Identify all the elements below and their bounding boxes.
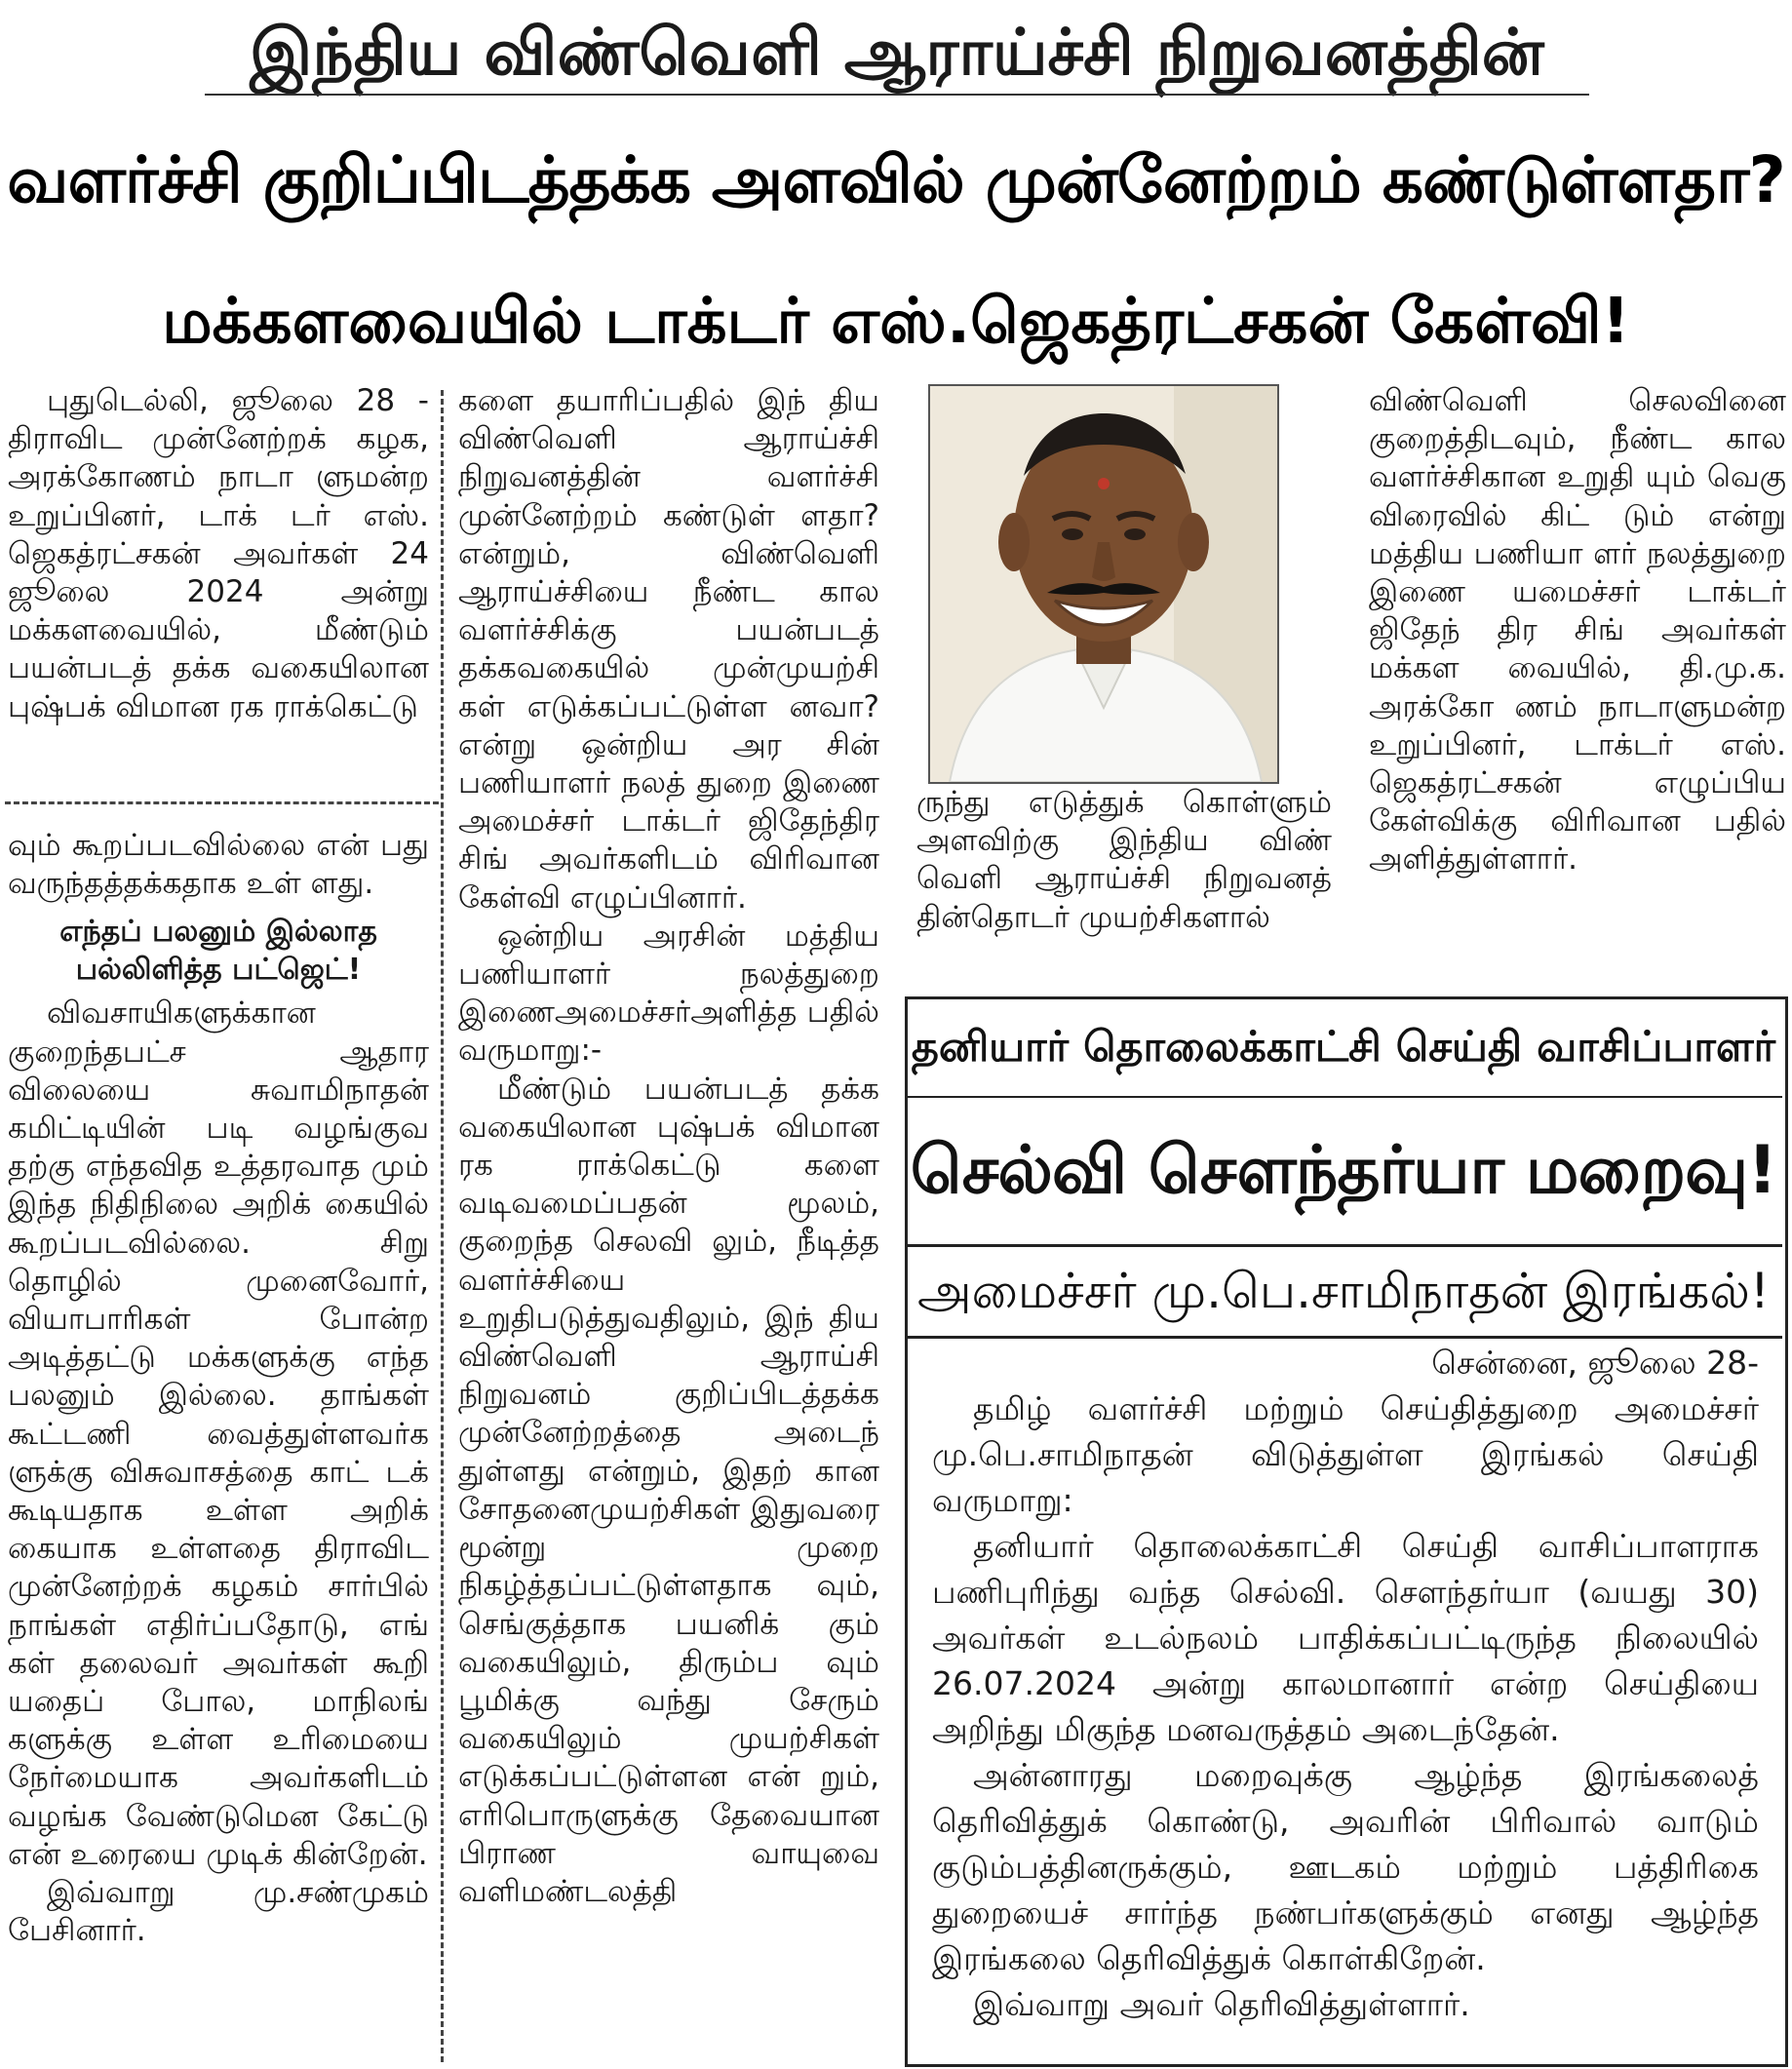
portrait-illustration: [930, 386, 1277, 782]
obituary-paragraph: தனியார் தொலைக்காட்சி செய்தி வாசிப்பாளராக பணிபுரிந்து வந்த செல்வி. சௌந்தர்யா (வயது 30) அவர்கள் உடல்நலம் பாதிக்கப்பட்டிருந்த நிலையில் 26.07.2024 அன்று காலமானார் என்ற செய்தியை அறிந்து மிகுந்த மனவருத்தம் அடைந்தேன்.: [932, 1527, 1759, 1748]
column-4: [1369, 382, 1786, 967]
obituary-paragraph: இவ்வாறு அவர் தெரிவித்துள்ளார்.: [973, 1985, 1470, 2023]
article-kicker: இந்திய விண்வெளி ஆராய்ச்சி நிறுவனத்தின்: [250, 15, 1544, 90]
obituary-rule: [905, 1096, 1782, 1098]
kicker-underline: [205, 94, 1589, 96]
article-paragraph: களை தயாரிப்பதில் இந் திய விண்வெளி ஆராய்ச்சி நிறுவனத்தின் வளர்ச்சி முன்னேற்றம் கண்டுள் ளதா? என்றும், விண்வெளி ஆராய்ச்சியை நீண்ட கால வளர்ச்சிக்கு பயன்படத் தக்கவகையில் முன்முயற்சி கள் எடுக்கப்பட்டுள்ள னவா? என்று ஒன்றிய அர சின் பணியாளர் நலத் துறை இணை அமைச்சர் டாக்டர் ஜிதேந்திர சிங் அவர்களிடம் விரிவான கேள்வி எழுப்பினார்.: [458, 383, 879, 916]
column-divider-horizontal: [5, 801, 439, 804]
obituary-rule: [905, 1336, 1782, 1339]
obituary-rule: [905, 1244, 1782, 1247]
column-3-below-photo: [916, 784, 1332, 961]
article-paragraph: வும் கூறப்படவில்லை என் பது வருந்தத்தக்கதாக உள் ளது.: [8, 828, 429, 902]
column-1-top: [8, 382, 429, 792]
dateline: சென்னை, ஜூலை 28-: [1431, 1344, 1759, 1382]
obituary-paragraph: தமிழ் வளர்ச்சி மற்றும் செய்தித்துறை அமைச்சர் மு.பெ.சாமிநாதன் விடுத்துள்ள இரங்கல் செய்தி வருமாறு:: [932, 1389, 1759, 1519]
obituary-headline: செல்வி சௌந்தர்யா மறைவு!: [910, 1132, 1777, 1209]
column-1-bottom: [8, 827, 429, 2065]
obituary-subheadline: அமைச்சர் மு.பெ.சாமிநாதன் இரங்கல்!: [917, 1263, 1770, 1319]
portrait-photo: [928, 384, 1279, 784]
article-paragraph: மீண்டும் பயன்படத் தக்க வகையிலான புஷ்பக் விமான ரக ராக்கெட்டு களை வடிவமைப்பதன் மூலம், குறைந்த செலவி லும், நீடித்த வளர்ச்சியை உறுதிபடுத்துவதிலும், இந் திய விண்வெளி ஆராய்சி நிறுவனம் குறிப்பிடத்தக்க முன்னேற்றத்தை அடைந் துள்ளது என்றும், இதற் கான சோதனைமுயற்சிகள் இதுவரை மூன்று முறை நிகழ்த்தப்பட்டுள்ளதாக வும், செங்குத்தாக பயனிக் கும் வகையிலும், திரும்ப வும் பூமிக்கு வந்து சேரும் வகையிலும் முயற்சிகள் எடுக்கப்பட்டுள்ளன என் றும், எரிபொருளுக்கு தேவையான பிராண வாயுவை வளிமண்டலத்தி: [458, 1071, 879, 1909]
article-paragraph: ஒன்றிய அரசின் மத்திய பணியாளர் நலத்துறை இணைஅமைச்சர்அளித்த பதில் வருமாறு:-: [458, 917, 879, 1069]
obituary-kicker: தனியார் தொலைக்காட்சி செய்தி வாசிப்பாளர்: [911, 1023, 1776, 1072]
article-paragraph: விண்வெளி செலவினை குறைத்திடவும், நீண்ட கால வளர்ச்சிகான உறுதி யும் வெகு விரைவில் கிட் டும் என்று மத்திய பணியா ளர் நலத்துறை இணை யமைச்சர் டாக்டர் ஜிதேந் திர சிங் அவர்கள் மக்கள வையில், தி.மு.க. அரக்கோ ணம் நாடாளுமன்ற உறுப்பினர், டாக்டர் எஸ். ஜெகத்ரட்சகன் எழுப்பிய கேள்விக்கு விரிவான பதில் அளித்துள்ளார்.: [1369, 383, 1786, 878]
article-paragraph: இவ்வாறு மு.சண்முகம் பேசினார்.: [8, 1875, 429, 1949]
column-2: [458, 382, 879, 2065]
obituary-body: [932, 1340, 1759, 2027]
article-paragraph: விவசாயிகளுக்கான குறைந்தபட்ச ஆதார விலையை சுவாமிநாதன் கமிட்டியின் படி வழங்குவ தற்கு எந்தவித உத்தரவாத மும் இந்த நிதிநிலை அறிக் கையில் கூறப்படவில்லை. சிறு தொழில் முனைவோர், வியாபாரிகள் போன்ற அடித்தட்டு மக்களுக்கு எந்த பலனும் இல்லை. தாங்கள் கூட்டணி வைத்துள்ளவர்க ளுக்கு விசுவாசத்தை காட் டக் கூடியதாக உள்ள அறிக் கையாக உள்ளதை திராவிட முன்னேற்றக் கழகம் சார்பில் நாங்கள் எதிர்ப்பதோடு, எங் கள் தலைவர் அவர்கள் கூறி யதைப் போல, மாநிலங் களுக்கு உள்ள உரிமையை நேர்மையாக அவர்களிடம் வழங்க வேண்டுமென கேட்டு என் உரையை முடிக் கின்றேன்.: [8, 995, 429, 1872]
obituary-paragraph: அன்னாரது மறைவுக்கு ஆழ்ந்த இரங்கலைத் தெரிவித்துக் கொண்டு, அவரின் பிரிவால் வாடும் குடும்பத்தினருக்கும், ஊடகம் மற்றும் பத்திரிகை துறையைச் சார்ந்த நண்பர்களுக்கும் எனது ஆழ்ந்த இரங்கலை தெரிவித்துக் கொள்கிறேன்.: [932, 1756, 1759, 1977]
article-paragraph: புதுடெல்லி, ஜூலை 28 - திராவிட முன்னேற்றக் கழக, அரக்கோணம் நாடா ளுமன்ற உறுப்பினர், டாக் டர் எஸ். ஜெகத்ரட்சகன் அவர்கள் 24 ஜூலை 2024 அன்று மக்களவையில், மீண்டும் பயன்படத் தக்க வகையிலான புஷ்பக் விமான ரக ராக்கெட்டு: [8, 383, 429, 724]
article-paragraph: ருந்து எடுத்துக் கொள்ளும் அளவிற்கு இந்திய விண் வெளி ஆராய்ச்சி நிறுவனத் தின்தொடர் முயற்சிகளால்: [916, 785, 1332, 935]
column-divider-vertical: [441, 390, 444, 2062]
article-headline: வளர்ச்சி குறிப்பிடத்தக்க அளவில் முன்னேற்றம் கண்டுள்ளதா?: [7, 142, 1785, 217]
article-subheadline: மக்களவையில் டாக்டர் எஸ்.ஜெகத்ரட்சகன் கேள்வி!: [162, 286, 1630, 358]
section-subheading: எந்தப் பலனும் இல்லாத பல்லிளித்த பட்ஜெட்!: [59, 915, 377, 988]
